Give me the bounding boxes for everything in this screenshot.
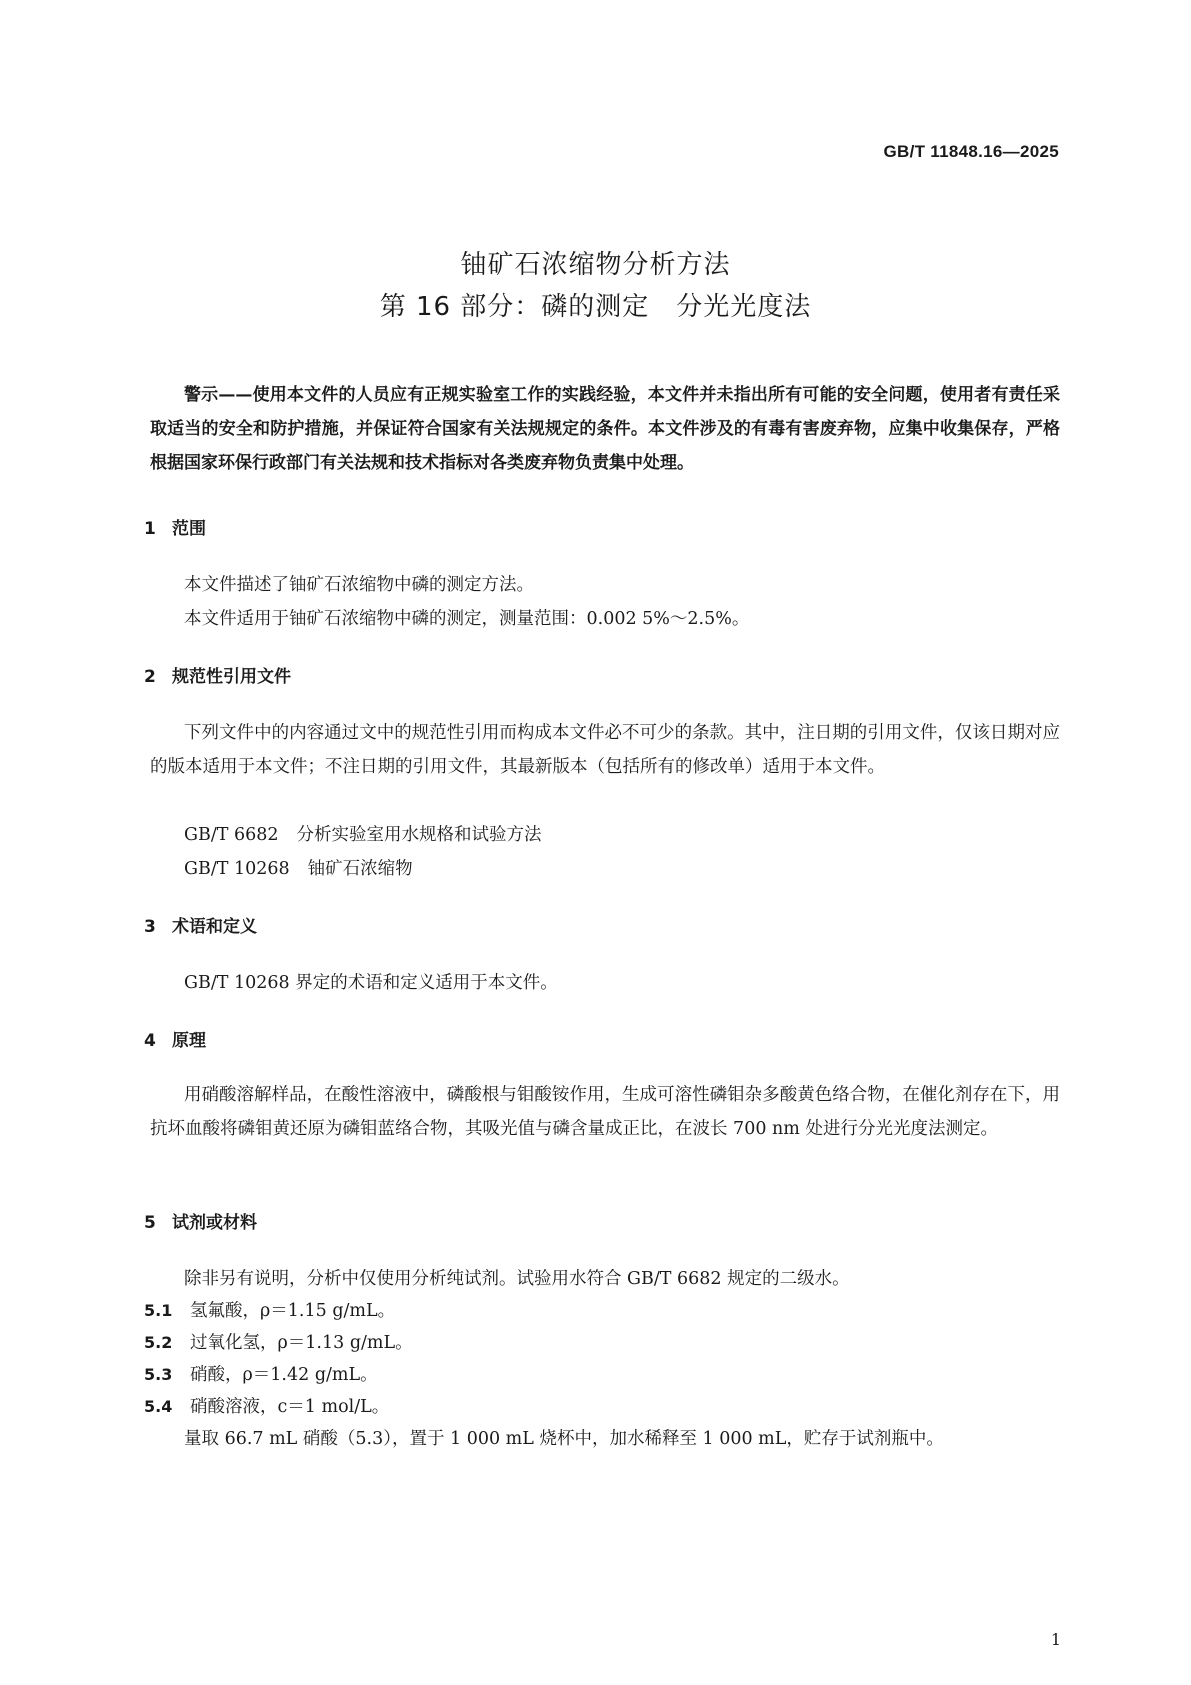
scope-paragraph-2: 本文件适用于铀矿石浓缩物中磷的测定，测量范围：0.002 5%～2.5%。: [184, 609, 750, 629]
reagent-number: 5.1: [144, 1301, 173, 1320]
section-number: 5: [144, 1213, 156, 1233]
reagent-text: 硝酸溶液，c＝1 mol/L。: [190, 1397, 390, 1417]
reference-title: 分析实验室用水规格和试验方法: [296, 825, 542, 845]
section-title: 术语和定义: [172, 917, 257, 937]
reagent-text: 过氧化氢，ρ＝1.13 g/mL。: [190, 1333, 413, 1353]
reagent-number: 5.3: [144, 1365, 173, 1384]
reference-item: [184, 852, 413, 886]
section-heading-normative-references: [144, 662, 291, 687]
section-number: 4: [144, 1031, 156, 1051]
section-heading-principle: [144, 1026, 206, 1051]
document-subtitle: 第 16 部分：磷的测定 分光光度法: [379, 292, 812, 322]
section-number: 2: [144, 667, 156, 687]
reagent-text: 氢氟酸，ρ＝1.15 g/mL。: [190, 1301, 396, 1321]
reagent-item: [144, 1358, 378, 1392]
warning-paragraph: 警示——使用本文件的人员应有正规实验室工作的实践经验，本文件并未指出所有可能的安全问题，使用者有责任采取适当的安全和防护措施，并保证符合国家有关法规规定的条件。本文件涉及的有毒有害废弃物，应集中收集保存，严格根据国家环保行政部门有关法规和技术指标对各类废弃物负责集中处理。: [150, 385, 1060, 473]
page-number: 1: [1050, 1630, 1061, 1649]
reagent-item: [144, 1390, 389, 1424]
document-title: 铀矿石浓缩物分析方法: [460, 250, 731, 280]
scope-paragraph-1: 本文件描述了铀矿石浓缩物中磷的测定方法。: [184, 575, 534, 595]
section-heading-scope: [144, 514, 206, 539]
section-title: 范围: [172, 519, 206, 539]
section-heading-reagents: [144, 1208, 257, 1233]
reagent-number: 5.4: [144, 1397, 173, 1416]
reagent-text: 硝酸，ρ＝1.42 g/mL。: [190, 1365, 378, 1385]
section-number: 3: [144, 917, 156, 937]
section-number: 1: [144, 519, 156, 539]
reagent-item: [144, 1326, 413, 1360]
reagent-note: 量取 66.7 mL 硝酸（5.3），置于 1 000 mL 烧杯中，加水稀释至 1 000 mL，贮存于试剂瓶中。: [184, 1429, 944, 1449]
section-title: 原理: [172, 1031, 206, 1051]
section-heading-terms: [144, 912, 257, 937]
reagents-intro-paragraph: 除非另有说明，分析中仅使用分析纯试剂。试验用水符合 GB/T 6682 规定的二级水。: [184, 1269, 850, 1289]
terms-paragraph: GB/T 10268 界定的术语和定义适用于本文件。: [184, 973, 558, 993]
reference-code: GB/T 6682: [184, 825, 279, 845]
reference-title: 铀矿石浓缩物: [307, 859, 413, 879]
references-paragraph: 下列文件中的内容通过文中的规范性引用而构成本文件必不可少的条款。其中，注日期的引用文件，仅该日期对应的版本适用于本文件；不注日期的引用文件，其最新版本（包括所有的修改单）适用于本文件。: [150, 723, 1060, 777]
reference-code: GB/T 10268: [184, 859, 290, 879]
section-title: 试剂或材料: [172, 1213, 257, 1233]
principle-paragraph: 用硝酸溶解样品，在酸性溶液中，磷酸根与钼酸铵作用，生成可溶性磷钼杂多酸黄色络合物，在催化剂存在下，用抗坏血酸将磷钼黄还原为磷钼蓝络合物，其吸光值与磷含量成正比，在波长 700 nm 处进行分光光度法测定。: [150, 1085, 1060, 1139]
reagent-item: [144, 1294, 395, 1328]
reference-item: [184, 818, 542, 852]
section-title: 规范性引用文件: [172, 667, 291, 687]
reagent-number: 5.2: [144, 1333, 173, 1352]
standard-code: GB/T 11848.16—2025: [883, 142, 1059, 161]
